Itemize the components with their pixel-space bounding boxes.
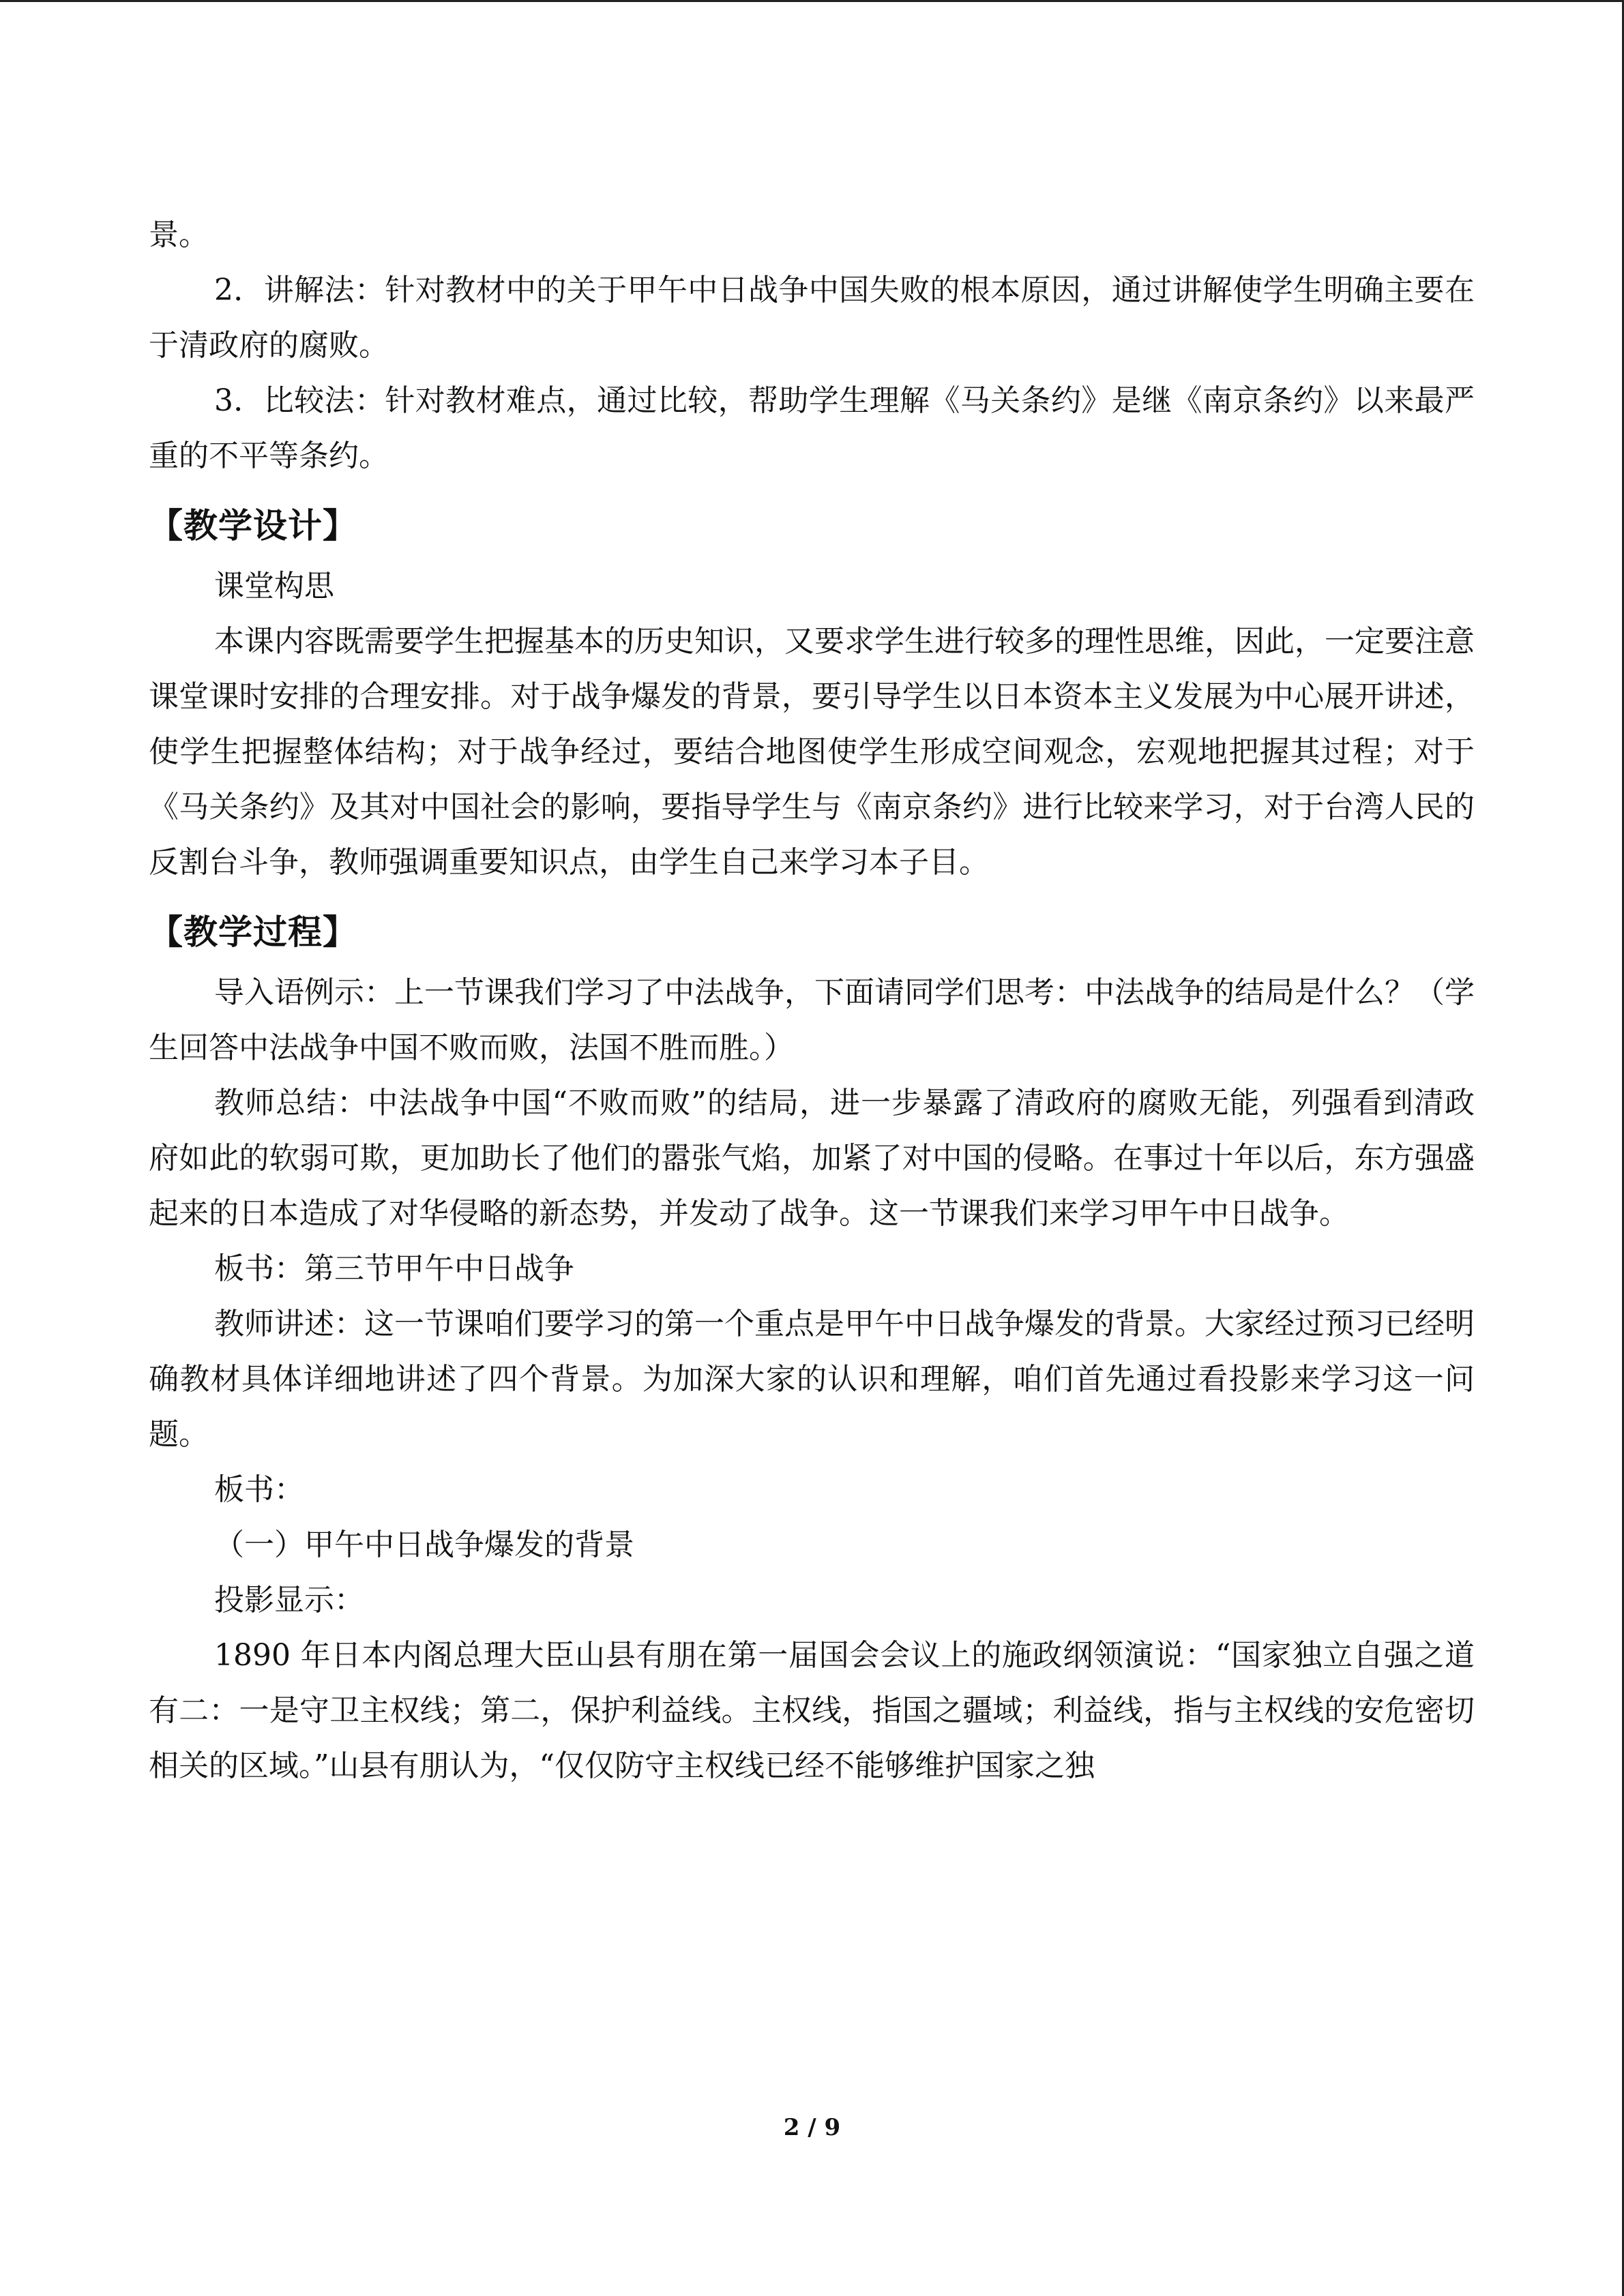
paragraph-board-title: 板书：第三节甲午中日战争 (214, 1251, 574, 1286)
paragraph-background-subtitle: （一）甲午中日战争爆发的背景 (214, 1527, 634, 1562)
page-number: 2 / 9 (783, 2114, 841, 2141)
paragraph-projection-label: 投影显示： (214, 1583, 364, 1617)
section-heading-design: 【教学设计】 (149, 506, 357, 546)
document-body (149, 207, 1475, 1793)
section-heading-process: 【教学过程】 (149, 912, 357, 952)
paragraph-introduction: 导入语例示：上一节课我们学习了中法战争，下面请同学们思考：中法战争的结局是什么？（学生回答中法战争中国不败而败，法国不胜而胜。） (149, 975, 1475, 1065)
paragraph-method-comparison: 3．比较法：针对教材难点，通过比较，帮助学生理解《马关条约》是继《南京条约》以来最严重的不平等条约。 (149, 383, 1475, 473)
paragraph-continuation: 景。 (149, 218, 209, 252)
paragraph-teacher-summary: 教师总结：中法战争中国“不败而败”的结局，进一步暴露了清政府的腐败无能，列强看到清政府如此的软弱可欺，更加助长了他们的嚣张气焰，加紧了对中国的侵略。在事过十年以后，东方强盛起来的日本造成了对华侵略的新态势，并发动了战争。这一节课我们来学习甲午中日战争。 (149, 1086, 1475, 1231)
paragraph-teacher-narration: 教师讲述：这一节课咱们要学习的第一个重点是甲午中日战争爆发的背景。大家经过预习已经明确教材具体详细地讲述了四个背景。为加深大家的认识和理解，咱们首先通过看投影来学习这一问题。 (149, 1307, 1475, 1452)
paragraph-class-concept-title: 课堂构思 (214, 569, 334, 603)
paragraph-class-concept: 本课内容既需要学生把握基本的历史知识，又要求学生进行较多的理性思维，因此，一定要注意课堂课时安排的合理安排。对于战争爆发的背景，要引导学生以日本资本主义发展为中心展开讲述，使学生把握整体结构；对于战争经过，要结合地图使学生形成空间观念，宏观地把握其过程；对于《马关条约》及其对中国社会的影响，要指导学生与《南京条约》进行比较来学习，对于台湾人民的反割台斗争，教师强调重要知识点，由学生自己来学习本子目。 (149, 624, 1475, 880)
paragraph-board-label: 板书： (214, 1472, 304, 1507)
paragraph-yamagata-speech: 1890 年日本内阁总理大臣山县有朋在第一届国会会议上的施政纲领演说：“国家独立自强之道有二：一是守卫主权线；第二，保护利益线。主权线，指国之疆域；利益线，指与主权线的安危密切相关的区域。”山县有朋认为，“仅仅防守主权线已经不能够维护国家之独 (149, 1638, 1475, 1783)
paragraph-method-lecture: 2．讲解法：针对教材中的关于甲午中日战争中国失败的根本原因，通过讲解使学生明确主要在于清政府的腐败。 (149, 273, 1475, 363)
